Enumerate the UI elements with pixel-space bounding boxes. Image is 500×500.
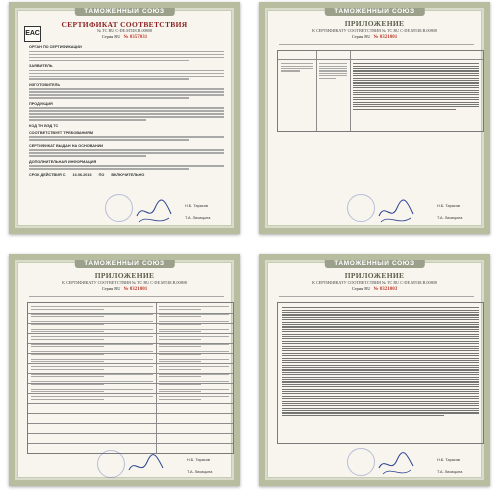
appendix-table bbox=[277, 50, 484, 132]
customs-union-banner: ТАМОЖЕННЫЙ СОЮЗ bbox=[324, 259, 424, 268]
appendix-page-2 bbox=[9, 254, 240, 486]
head-name: Н.Б. Тарасов bbox=[437, 458, 460, 462]
appendix-table bbox=[277, 302, 484, 444]
expert-name: Т.А. Лисицына bbox=[185, 216, 211, 220]
customs-union-banner: ТАМОЖЕННЫЙ СОЮЗ bbox=[74, 259, 174, 268]
expert-name: Т.А. Лисицына bbox=[187, 470, 213, 474]
appendix-reg-number: К СЕРТИФИКАТУ СООТВЕТСТВИЯ № ТС RU C-DE.MT48.B.00808 bbox=[312, 280, 437, 285]
appendix-title: ПРИЛОЖЕНИЕ bbox=[344, 271, 405, 280]
seal-stamp-icon bbox=[105, 194, 133, 222]
section-label: ДОПОЛНИТЕЛЬНАЯ ИНФОРМАЦИЯ bbox=[29, 159, 97, 164]
seal-stamp-icon bbox=[97, 450, 125, 478]
appendix-series: Серия RU № 0321003 bbox=[351, 286, 398, 292]
appendix-series: Серия RU № 0321001 bbox=[351, 34, 398, 40]
signature-icon bbox=[127, 454, 167, 478]
appendix-series: Серия RU № 0321001 bbox=[101, 286, 148, 292]
appendix-table bbox=[27, 302, 234, 454]
section-label: ИЗГОТОВИТЕЛЬ bbox=[29, 82, 61, 87]
signature-icon bbox=[377, 452, 417, 478]
head-name: Н.Б. Тарасов bbox=[185, 204, 208, 208]
expert-name: Т.А. Лисицына bbox=[437, 470, 463, 474]
seal-stamp-icon bbox=[347, 448, 375, 476]
appendix-page-1 bbox=[259, 2, 490, 234]
signature-icon bbox=[377, 198, 417, 226]
seal-stamp-icon bbox=[347, 194, 375, 222]
appendix-page-3 bbox=[259, 254, 490, 486]
validity-row: СРОК ДЕЙСТВИЯ С 16.06.2016 ПО ВКЛЮЧИТЕЛЬНО bbox=[29, 172, 145, 177]
head-name: Н.Б. Тарасов bbox=[437, 204, 460, 208]
certificate-reg-number: № ТС RU C-DE.MT48.B.00808 bbox=[97, 28, 152, 33]
section-label: СЕРТИФИКАТ ВЫДАН НА ОСНОВАНИИ bbox=[29, 143, 104, 148]
certificate-body bbox=[29, 42, 224, 177]
certificate-title: СЕРТИФИКАТ СООТВЕТСТВИЯ bbox=[61, 20, 188, 29]
expert-name: Т.А. Лисицына bbox=[437, 216, 463, 220]
appendix-title: ПРИЛОЖЕНИЕ bbox=[94, 271, 155, 280]
head-name: Н.Б. Тарасов bbox=[187, 458, 210, 462]
customs-union-banner: ТАМОЖЕННЫЙ СОЮЗ bbox=[324, 7, 424, 16]
appendix-reg-number: К СЕРТИФИКАТУ СООТВЕТСТВИЯ № ТС RU C-DE.MT48.B.00808 bbox=[62, 280, 187, 285]
appendix-title: ПРИЛОЖЕНИЕ bbox=[344, 19, 405, 28]
certificate-page bbox=[9, 2, 240, 234]
section-label: ОРГАН ПО СЕРТИФИКАЦИИ bbox=[29, 45, 82, 49]
series-number: № 0357031 bbox=[123, 35, 148, 40]
signature-icon bbox=[135, 198, 175, 226]
section-label: СООТВЕТСТВУЕТ ТРЕБОВАНИЯМ bbox=[29, 130, 94, 135]
section-label: ЗАЯВИТЕЛЬ bbox=[29, 63, 53, 68]
section-label: ПРОДУКЦИЯ bbox=[29, 101, 53, 106]
eac-mark-icon: ЕАС bbox=[24, 26, 41, 42]
customs-union-banner: ТАМОЖЕННЫЙ СОЮЗ bbox=[74, 7, 174, 16]
appendix-reg-number: К СЕРТИФИКАТУ СООТВЕТСТВИЯ № ТС RU C-DE.MT48.B.00808 bbox=[312, 28, 437, 33]
series-label: Серия RU bbox=[101, 34, 121, 39]
section-label: КОД ТН ВЭД ТС bbox=[29, 123, 59, 128]
certificate-series bbox=[15, 34, 234, 40]
